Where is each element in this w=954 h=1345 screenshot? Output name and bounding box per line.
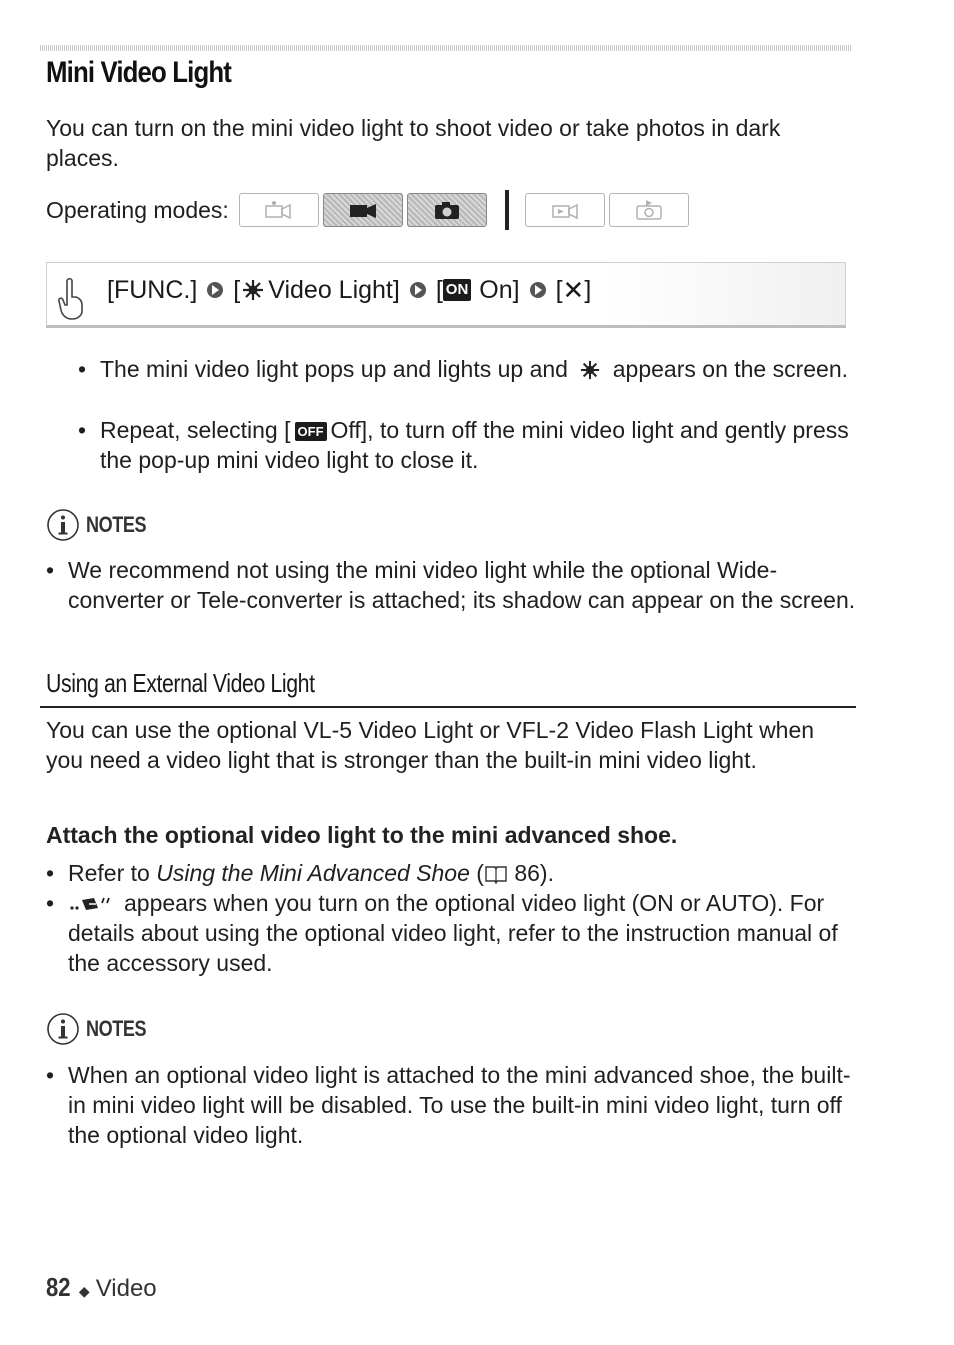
on-tag-icon: ON — [443, 279, 472, 301]
info-icon — [46, 508, 80, 542]
video-light-icon — [242, 279, 264, 301]
close-icon: ✕ — [562, 275, 585, 305]
list-item: • appears when you turn on the optional video light (ON or AUTO). For details about using the optional video light, refer to the instruction manual of the accessory used. — [46, 890, 838, 976]
video-light-icon — [580, 360, 600, 380]
mode-playback-photo-icon — [609, 193, 689, 227]
list-item: • The mini video light pops up and lights up and appears on the screen. — [78, 356, 849, 382]
step-arrow-icon — [529, 281, 547, 299]
mode-manual-video-icon — [323, 193, 403, 227]
func-sequence — [107, 273, 591, 307]
top-dotted-rule — [40, 45, 852, 51]
list-item: • We recommend not using the mini video light while the optional Wide-converter or Tele-converter is attached; its shadow can appear on the screen. — [46, 557, 856, 613]
step-arrow-icon — [409, 281, 427, 299]
operating-modes-row — [46, 192, 693, 228]
page-number: 82 — [46, 1272, 71, 1302]
info-icon — [46, 1012, 80, 1046]
mode-auto-video-icon — [239, 193, 319, 227]
subsection-rule — [40, 706, 856, 708]
video-light-open-bracket: [ — [233, 276, 241, 304]
section-title: Mini Video Light — [46, 56, 231, 89]
func-label: [FUNC.] — [107, 276, 198, 304]
on-label: On] — [479, 276, 520, 304]
intro-paragraph: You can turn on the mini video light to shoot video or take photos in dark places. — [46, 115, 781, 171]
close-end-bracket: ] — [584, 276, 592, 304]
mode-manual-photo-icon — [407, 193, 487, 227]
external-light-icon — [68, 894, 118, 914]
external-intro-paragraph: You can use the optional VL-5 Video Light or VFL-2 Video Flash Light when you need a video light that is stronger than the built-in mini video light. — [46, 717, 815, 773]
step-arrow-icon — [206, 281, 224, 299]
page-footer — [46, 1272, 157, 1303]
step-heading: Attach the optional video light to the mini advanced shoe. — [46, 822, 678, 848]
list-item: • Refer to Using the Mini Advanced Shoe ( 86). — [46, 860, 554, 886]
list-item: • Repeat, selecting [ OFF Off], to turn off the mini video light and gently press the pop-up mini video light to close it. — [78, 417, 849, 473]
close-open-bracket: [ — [555, 276, 563, 304]
notes-header: NOTES — [46, 508, 159, 542]
touch-hand-icon — [55, 277, 89, 321]
subsection-title: Using an External Video Light — [46, 668, 315, 698]
list-item: • When an optional video light is attached to the mini advanced shoe, the built-in mini video light will be disabled. To use the built-in mini video light, turn off the optional video light. — [46, 1062, 851, 1148]
book-icon — [484, 864, 508, 884]
footer-section: Video — [95, 1275, 157, 1302]
notes-header: NOTES — [46, 1012, 159, 1046]
diamond-icon: ◆ — [78, 1283, 90, 1299]
mode-divider — [505, 190, 509, 230]
video-light-label: Video Light] — [268, 276, 400, 304]
on-open-bracket: [ — [435, 276, 443, 304]
func-procedure-box — [46, 262, 846, 328]
off-tag-icon: OFF — [295, 422, 327, 441]
operating-modes-label: Operating modes: — [46, 196, 229, 223]
mode-playback-video-icon — [525, 193, 605, 227]
